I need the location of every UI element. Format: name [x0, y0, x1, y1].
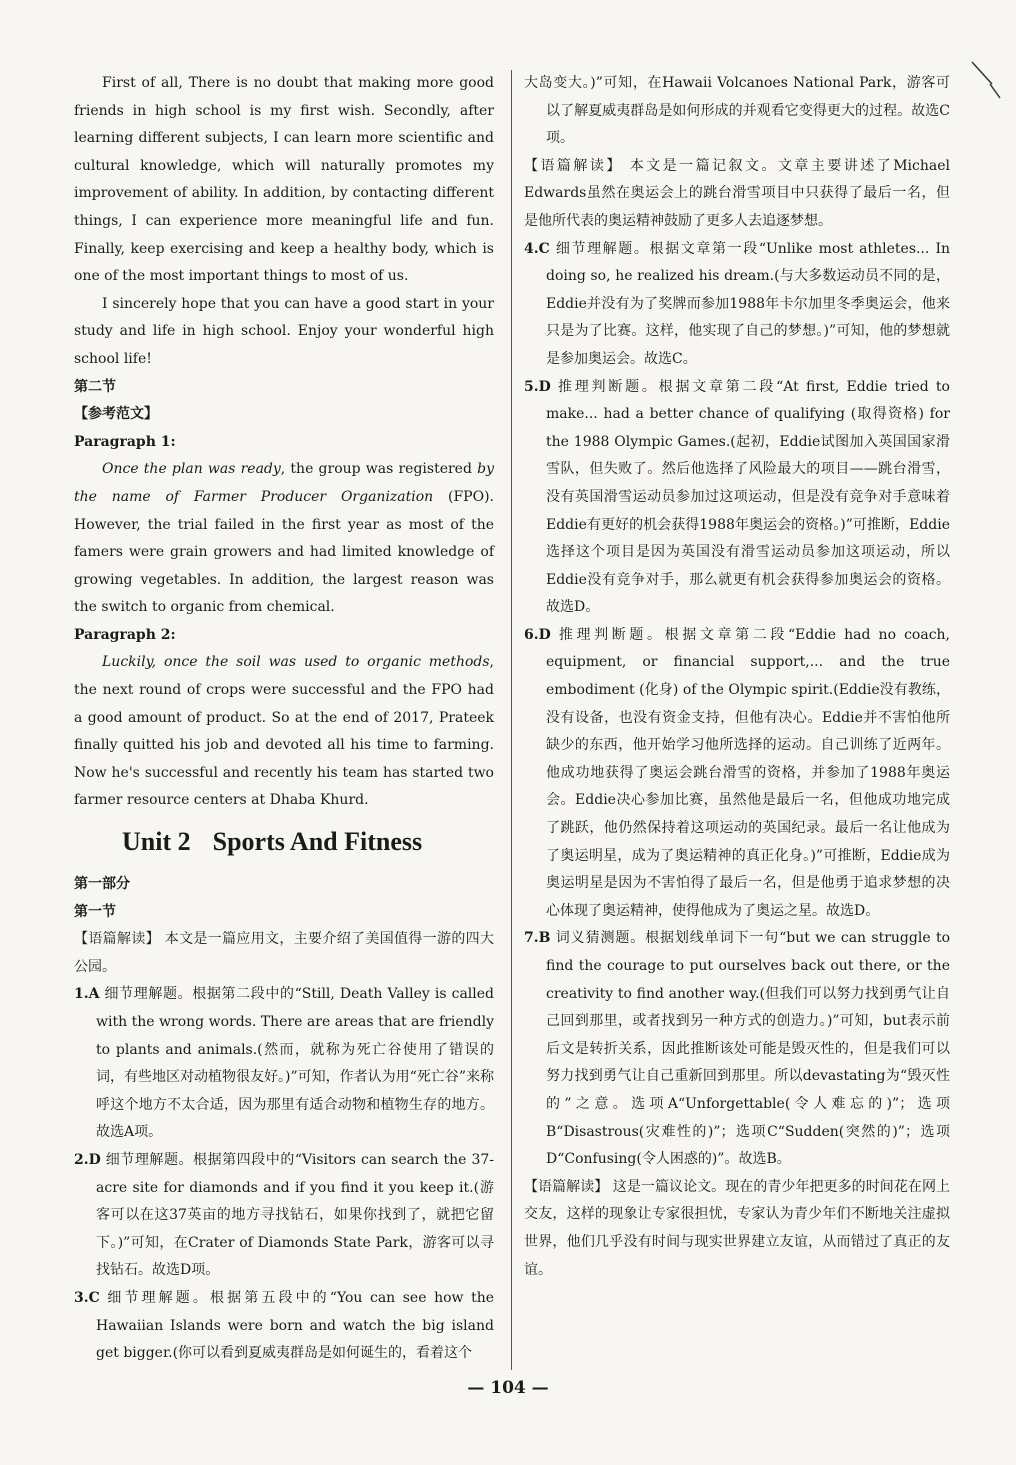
left-column	[74, 70, 494, 1368]
reading-note: 【语篇解读】 本文是一篇记叙文。文章主要讲述了Michael Edwards虽然在奥运会上的跳台滑雪项目中只获得了最后一名，但是他所代表的奥运精神鼓励了更多人去追逐梦想。	[524, 157, 950, 229]
unit-title: Unit 2 Sports And Fitness	[122, 827, 423, 857]
paragraph-label: Paragraph 2:	[74, 626, 176, 643]
answer-item: 3.C 细节理解题。根据第五段中的“You can see how the Hawaiian Islands were born and watch the big island get bigger.(你可以看到夏威夷群岛是如何诞生的，看着这个	[74, 1289, 494, 1362]
italic-phrase: by the name of Farmer Producer Organization	[74, 461, 494, 505]
page-number: — 104 —	[467, 1378, 549, 1398]
part-heading: 第一部分	[74, 876, 130, 893]
answer-item-continued: 大岛变大。)”可知，在Hawaii Volcanoes National Park，游客可以了解夏威夷群岛是如何形成的并观看它变得更大的过程。故选C项。	[524, 75, 950, 147]
essay-paragraph: First of all, There is no doubt that making more good friends in high school is my first wish. Secondly, after learning different subjects, I can learn more scientific and cultural knowledge, which will naturally promotes my improvement of ability. In addition, by contacting different things, I can experience more meaningful life and fun. Finally, keep exercising and keep a healthy body, which is one of the most important things to most of us.	[74, 75, 494, 285]
sample-paragraph-1: Once the plan was ready, the group was registered by the name of Farmer Producer Organization (FPO). However, the trial failed in the first year as most of the famers were grain growers and had limited knowledge of growing vegetables. In addition, the largest reason was the switch to organic from chemical.	[74, 461, 494, 616]
paragraph-lead: Once the plan was ready	[102, 461, 281, 478]
paragraph-label: Paragraph 1:	[74, 433, 176, 450]
right-column	[524, 70, 950, 1284]
reference-title: 【参考范文】	[74, 406, 158, 423]
answer-item: 5.D 推理判断题。根据文章第二段“At first, Eddie tried to make... had a better chance of qualifying (取得资格) for the 1988 Olympic Games.(起初，Eddie试图加入英国国家滑雪队，但失败了。然后他选择了风险最大的项目——跳台滑雪，没有英国滑雪运动员参加过这项运动，但是没有竞争对手意味着Eddie有更好的机会获得1988年奥运会的资格。)”可推断，Eddie选择这个项目是因为英国没有滑雪运动员参加这项运动，所以Eddie没有竞争对手，那么就更有机会获得参加奥运会的资格。故选D。	[524, 378, 950, 616]
answer-item: 1.A 细节理解题。根据第二段中的“Still, Death Valley is called with the wrong words. There are areas that are friendly to plants and animals.(然而，就称为死亡谷使用了错误的词，有些地区对动植物很友好。)”可知，作者认为用“死亡谷”来称呼这个地方不太合适，因为那里有适合动物和植物生存的地方。故选A项。	[74, 986, 494, 1141]
column-divider	[511, 70, 512, 1370]
corner-bracket-mark	[966, 58, 1006, 108]
reading-note: 【语篇解读】 本文是一篇应用文，主要介绍了美国值得一游的四大公园。	[74, 931, 494, 975]
section-heading: 第一节	[74, 903, 116, 920]
answer-item: 4.C 细节理解题。根据文章第一段“Unlike most athletes... In doing so, he realized his dream.(与大多数运动员不同的是，Eddie并没有为了奖牌而参加1988年卡尔加里冬季奥运会，他来只是为了比赛。这样，他实现了自己的梦想。)”可知，他的梦想就是参加奥运会。故选C。	[524, 240, 950, 367]
answer-item: 2.D 细节理解题。根据第四段中的“Visitors can search the 37-acre site for diamonds and if you find it you keep it.(游客可以在这37英亩的地方寻找钻石，如果你找到了，就把它留下。)”可知，在Crater of Diamonds State Park，游客可以寻找钻石。故选D项。	[74, 1151, 494, 1279]
section-heading: 第二节	[74, 378, 116, 395]
paragraph-lead: Luckily, once the soil was used to organic methods	[102, 654, 490, 671]
reading-note: 【语篇解读】 这是一篇议论文。现在的青少年把更多的时间花在网上交友，这样的现象让专家很担忧，专家认为青少年们不断地关注虚拟世界，他们几乎没有时间与现实世界建立友谊，从而错过了真正的友谊。	[524, 1178, 950, 1278]
answer-item: 7.B 词义猜测题。根据划线单词下一句“but we can struggle to find the courage to put ourselves back out there, or the creativity to find another way.(但我们可以努力找到勇气让自己回到那里，或者找到另一种方式的创造力。)”可知，but表示前后文是转折关系，因此推断该处可能是毁灭性的，但是我们可以努力找到勇气让自己重新回到那里。所以devastating为“毁灭性的”之意。选项A“Unforgettable(令人难忘的)”；选项B“Disastrous(灾难性的)”；选项C“Sudden(突然的)”；选项D“Confusing(令人困惑的)”。故选B。	[524, 930, 950, 1168]
answer-item: 6.D 推理判断题。根据文章第二段“Eddie had no coach, equipment, or financial support,... and the true embodiment (化身) of the Olympic spirit.(Eddie没有教练，没有设备，也没有资金支持，但他有决心。Eddie并不害怕他所缺少的东西，他开始学习他所选择的运动。自己训练了近两年。他成功地获得了奥运会跳台滑雪的资格，并参加了1988年奥运会。Eddie决心参加比赛，虽然他是最后一名，但他成功地完成了跳跃，他仍然保持着这项运动的英国纪录。最后一名让他成为了奥运明星，成为了奥运精神的真正化身。)”可推断，Eddie成为奥运明星是因为不害怕得了最后一名，但是他勇于追求梦想的决心体现了奥运精神，使得他成为了奥运之星。故选D。	[524, 626, 950, 919]
sample-paragraph-2: Luckily, once the soil was used to organic methods, the next round of crops were successful and the FPO had a good amount of product. So at the end of 2017, Prateek finally quitted his job and devoted all his time to farming. Now he's successful and recently his team has started two farmer resource centers at Dhaba Khurd.	[74, 654, 494, 809]
essay-closing: I sincerely hope that you can have a good start in your study and life in high school. Enjoy your wonderful high school life!	[74, 295, 494, 367]
